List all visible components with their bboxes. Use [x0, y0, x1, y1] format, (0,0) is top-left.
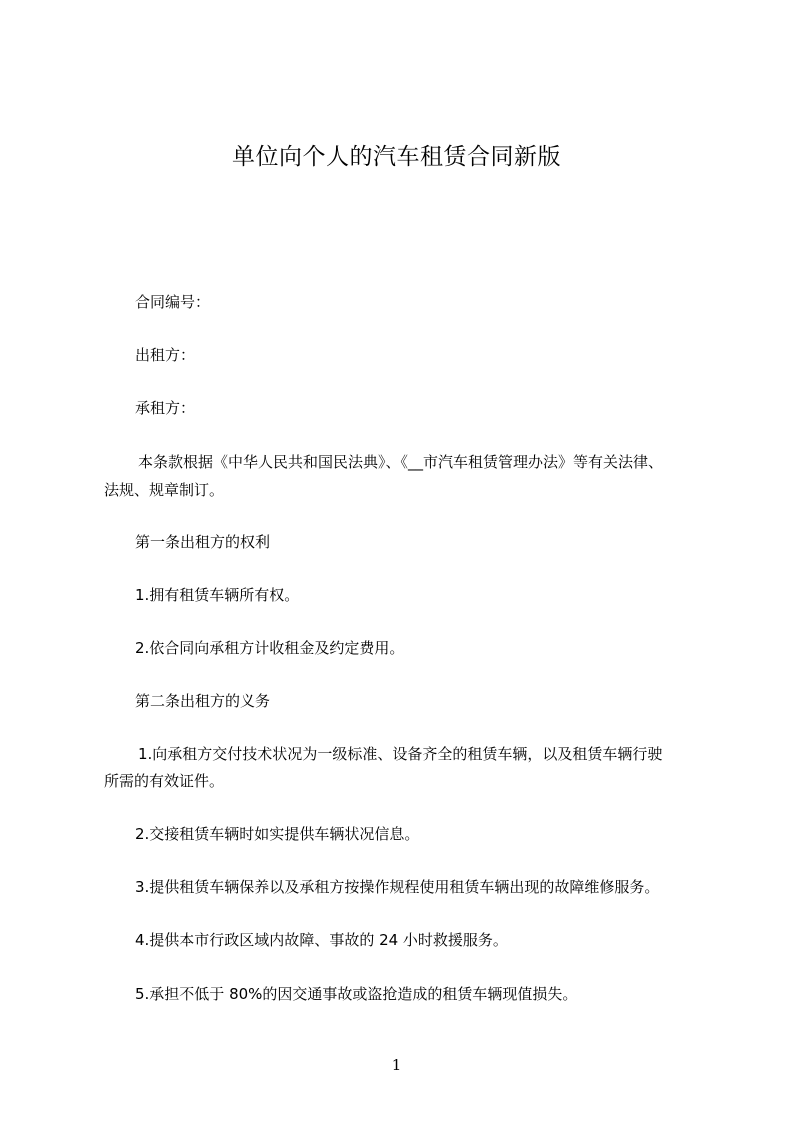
lessor-label: 出租方： [135, 346, 196, 364]
article-2-item-3: 3.提供租赁车辆保养以及承租方按操作规程使用租赁车辆出现的故障维修服务。 [135, 878, 660, 896]
preamble-line-2: 法规、规章制订。 [104, 481, 225, 499]
article-2-item-2: 2.交接租赁车辆时如实提供车辆状况信息。 [135, 825, 420, 843]
article-2-item-5: 5.承担不低于 80%的因交通事故或盗抢造成的租赁车辆现值损失。 [135, 985, 578, 1003]
article-2-item-1-line-1: 1.向承租方交付技术状况为一级标准、设备齐全的租赁车辆，以及租赁车辆行驶 [138, 745, 663, 763]
article-2-item-1-line-2: 所需的有效证件。 [104, 772, 225, 790]
article-1-item-1: 1.拥有租赁车辆所有权。 [135, 586, 300, 604]
article-2-heading: 第二条出租方的义务 [135, 692, 271, 710]
page-number: 1 [391, 1056, 402, 1074]
article-1-heading: 第一条出租方的权利 [135, 533, 271, 551]
preamble-line-1: 本条款根据《中华人民共和国民法典》、《__市汽车租赁管理办法》等有关法律、 [138, 453, 664, 471]
article-2-item-4: 4.提供本市行政区域内故障、事故的 24 小时救援服务。 [135, 931, 508, 949]
article-1-item-2: 2.依合同向承租方计收租金及约定费用。 [135, 639, 405, 657]
lessee-label: 承租方： [135, 399, 196, 417]
contract-number-label: 合同编号： [135, 293, 211, 311]
document-title: 单位向个人的汽车租赁合同新版 [232, 144, 561, 170]
